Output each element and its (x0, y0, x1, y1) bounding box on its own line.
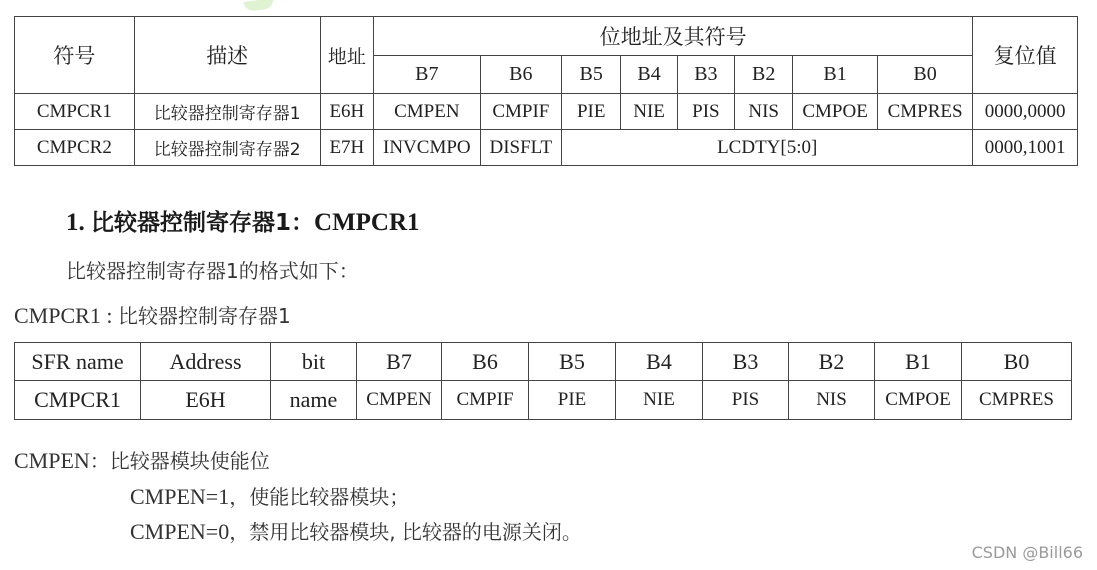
heading-number: 1. (66, 209, 85, 236)
cell-symbol: CMPCR1 (15, 94, 135, 130)
cell-bit-b7: INVCMPO (374, 130, 481, 166)
table-row-cmpcr1 (15, 94, 1078, 130)
heading-title-cn: 比较器控制寄存器1 (91, 210, 292, 236)
header-bit-b7: B7 (357, 343, 442, 381)
watermark-leaf-decoration (243, 0, 274, 12)
cell-description: 比较器控制寄存器2 (134, 130, 320, 166)
header-bit-b3: B3 (677, 56, 734, 94)
format-label-description: 比较器控制寄存器1 (117, 304, 291, 328)
header-bit-b5: B5 (562, 56, 621, 94)
cell-bits-merged: LCDTY[5:0] (562, 130, 973, 166)
cell-bit-b1: CMPOE (793, 94, 877, 130)
format-label (14, 300, 291, 329)
cell-bit-b6: CMPIF (480, 94, 561, 130)
bit-title-separator: ： (89, 449, 110, 473)
register-summary-table (14, 16, 1078, 166)
header-bit-b1: B1 (875, 343, 962, 381)
cell-bit-b3: PIS (677, 94, 734, 130)
bit-value-1-text: ，使能比较器模块； (229, 485, 410, 509)
cell-reset: 0000,0000 (973, 94, 1078, 130)
header-bit-b4: B4 (616, 343, 703, 381)
cell-bit-b1: CMPOE (875, 381, 962, 420)
format-value-row (15, 381, 1072, 420)
cell-bit-b4: NIE (621, 94, 677, 130)
bit-description-title (14, 445, 270, 474)
header-reset-value: 复位值 (973, 17, 1078, 94)
cell-bit-b6: CMPIF (442, 381, 529, 420)
cell-bit-b3: PIS (703, 381, 789, 420)
header-bit-b4: B4 (621, 56, 677, 94)
header-bit-b6: B6 (442, 343, 529, 381)
bit-value-0-text: ，禁用比较器模块, 比较器的电源关闭。 (229, 520, 582, 544)
heading-register-name: CMPCR1 (314, 209, 420, 236)
cell-address: E7H (320, 130, 373, 166)
source-watermark: CSDN @Bill66 (971, 543, 1083, 562)
cell-bit-b4: NIE (616, 381, 703, 420)
header-bit-b0: B0 (962, 343, 1072, 381)
header-sfr-name: SFR name (15, 343, 141, 381)
header-bit-b1: B1 (793, 56, 877, 94)
header-bit-b3: B3 (703, 343, 789, 381)
bit-value-0-code: CMPEN=0 (130, 519, 230, 544)
bit-title-description: 比较器模块使能位 (109, 449, 270, 473)
cell-address: E6H (141, 381, 271, 420)
bit-name: CMPEN (14, 448, 90, 473)
cell-bit-b2: NIS (789, 381, 875, 420)
register-format-table (14, 342, 1072, 420)
intro-text (66, 255, 359, 284)
cell-description: 比较器控制寄存器1 (134, 94, 320, 130)
cell-bit-b7: CMPEN (374, 94, 481, 130)
section-heading (66, 204, 420, 237)
bit-value-0-description (130, 516, 582, 545)
heading-colon: ： (291, 210, 315, 236)
header-bit-b2: B2 (735, 56, 793, 94)
intro-text-content: 比较器控制寄存器1的格式如下： (66, 259, 359, 283)
cell-bit-label: name (271, 381, 357, 420)
format-header-row (15, 343, 1072, 381)
header-symbol: 符号 (15, 17, 135, 94)
cell-address: E6H (320, 94, 373, 130)
header-bit-group: 位地址及其符号 (374, 17, 973, 56)
bit-value-1-description (130, 481, 409, 510)
format-label-separator: : (100, 303, 118, 328)
header-description: 描述 (134, 17, 320, 94)
header-bit-b0: B0 (877, 56, 973, 94)
cell-bit-b0: CMPRES (877, 94, 973, 130)
header-bit: bit (271, 343, 357, 381)
bit-value-1-code: CMPEN=1 (130, 484, 230, 509)
cell-symbol: CMPCR2 (15, 130, 135, 166)
cell-sfr-name: CMPCR1 (15, 381, 141, 420)
cell-bit-b5: PIE (529, 381, 616, 420)
header-address: Address (141, 343, 271, 381)
format-label-register: CMPCR1 (14, 303, 101, 328)
cell-bit-b0: CMPRES (962, 381, 1072, 420)
cell-bit-b2: NIS (735, 94, 793, 130)
header-bit-b2: B2 (789, 343, 875, 381)
header-bit-b7: B7 (374, 56, 481, 94)
cell-bit-b6: DISFLT (480, 130, 561, 166)
header-address: 地址 (320, 17, 373, 94)
header-bit-b6: B6 (480, 56, 561, 94)
cell-bit-b5: PIE (562, 94, 621, 130)
cell-reset: 0000,1001 (973, 130, 1078, 166)
table-row-cmpcr2 (15, 130, 1078, 166)
cell-bit-b7: CMPEN (357, 381, 442, 420)
header-bit-b5: B5 (529, 343, 616, 381)
